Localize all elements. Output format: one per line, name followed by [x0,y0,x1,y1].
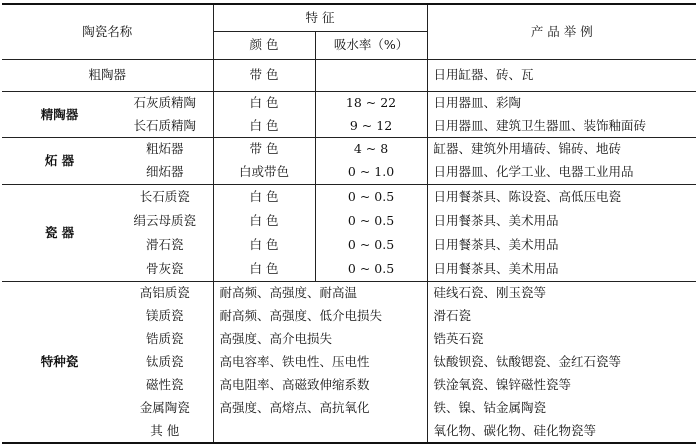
item-example: 缸器、建筑外用墙砖、锦砖、地砖 [433,141,622,157]
item-absorption: 4 ~ 8 [315,138,427,161]
item-absorption: 0 ~ 1.0 [315,161,427,185]
item-example: 铁、镍、钴金属陶瓷 [433,400,547,416]
item-feature: 高强度、高熔点、高抗氧化 [213,397,427,420]
ceramics-classification-table [2,3,696,444]
header-example: 产 品 举 例 [427,4,696,59]
row-coarse-absorption [315,59,427,91]
header-absorption: 吸水率（%） [315,31,427,59]
item-name: 绢云母质瓷 [117,209,213,233]
item-example: 锆英石瓷 [433,331,484,347]
header-color: 颜 色 [213,31,315,59]
item-feature [213,420,427,443]
item-color: 白 色 [213,209,315,233]
header-feature: 特 征 [213,4,427,31]
item-example: 铁淦氧瓷、镍锌磁性瓷等 [433,377,572,393]
item-example: 滑石瓷 [433,308,472,324]
item-name: 磁性瓷 [117,374,213,397]
item-feature: 高电阻率、高磁致伸缩系数 [213,374,427,397]
item-example: 日用器皿、化学工业、电器工业用品 [427,161,696,185]
item-feature: 高强度、高介电损失 [213,328,427,351]
item-color: 白 色 [213,185,315,209]
category-porcelain: 瓷 器 [2,185,117,282]
item-example: 日用餐茶具、美术用品 [427,257,696,282]
item-color: 带 色 [213,138,315,161]
item-color: 白或带色 [213,161,315,185]
item-feature: 耐高频、高强度、耐高温 [213,282,427,305]
item-absorption: 0 ~ 0.5 [315,233,427,257]
item-feature: 耐高频、高强度、低介电损失 [213,305,427,328]
item-example: 硅线石瓷、刚玉瓷等 [433,285,547,301]
item-name: 骨灰瓷 [117,257,213,282]
category-stoneware: 炻 器 [2,138,117,185]
item-name: 锆质瓷 [117,328,213,351]
item-example: 日用器皿、建筑卫生器皿、装饰釉面砖 [427,115,696,138]
item-color: 白 色 [213,257,315,282]
header-name: 陶瓷名称 [2,4,213,59]
item-example: 日用餐茶具、美术用品 [433,212,559,228]
item-example: 日用餐茶具、陈设瓷、高低压电瓷 [433,188,622,204]
item-name: 石灰质精陶 [117,92,213,115]
category-special: 特种瓷 [2,282,117,443]
item-example: 日用餐茶具、美术用品 [433,236,559,252]
item-absorption: 18 ~ 22 [315,92,427,115]
item-absorption: 0 ~ 0.5 [315,209,427,233]
row-coarse-example: 日用缸器、砖、瓦 [427,59,696,91]
item-example: 钛酸钡瓷、钛酸锶瓷、金红石瓷等 [433,354,622,370]
item-absorption: 9 ~ 12 [315,115,427,138]
category-fine: 精陶器 [2,92,117,138]
item-name: 长石质瓷 [117,185,213,209]
item-absorption: 0 ~ 0.5 [315,257,427,282]
item-color: 白 色 [213,92,315,115]
row-coarse-label: 粗陶器 [2,59,213,91]
item-feature: 高电容率、铁电性、压电性 [213,351,427,374]
item-name: 其 他 [117,420,213,443]
item-color: 白 色 [213,115,315,138]
item-color: 白 色 [213,233,315,257]
item-name: 钛质瓷 [117,351,213,374]
item-name: 滑石瓷 [117,233,213,257]
row-coarse-color: 带 色 [213,59,315,91]
item-name: 粗炻器 [117,138,213,161]
item-name: 镁质瓷 [117,305,213,328]
item-example: 日用器皿、彩陶 [433,95,522,111]
item-name: 长石质精陶 [117,115,213,138]
item-absorption: 0 ~ 0.5 [315,185,427,209]
item-example: 氧化物、碳化物、硅化物瓷等 [427,420,696,443]
item-name: 细炻器 [117,161,213,185]
item-name: 高铝质瓷 [117,282,213,305]
item-name: 金属陶瓷 [117,397,213,420]
